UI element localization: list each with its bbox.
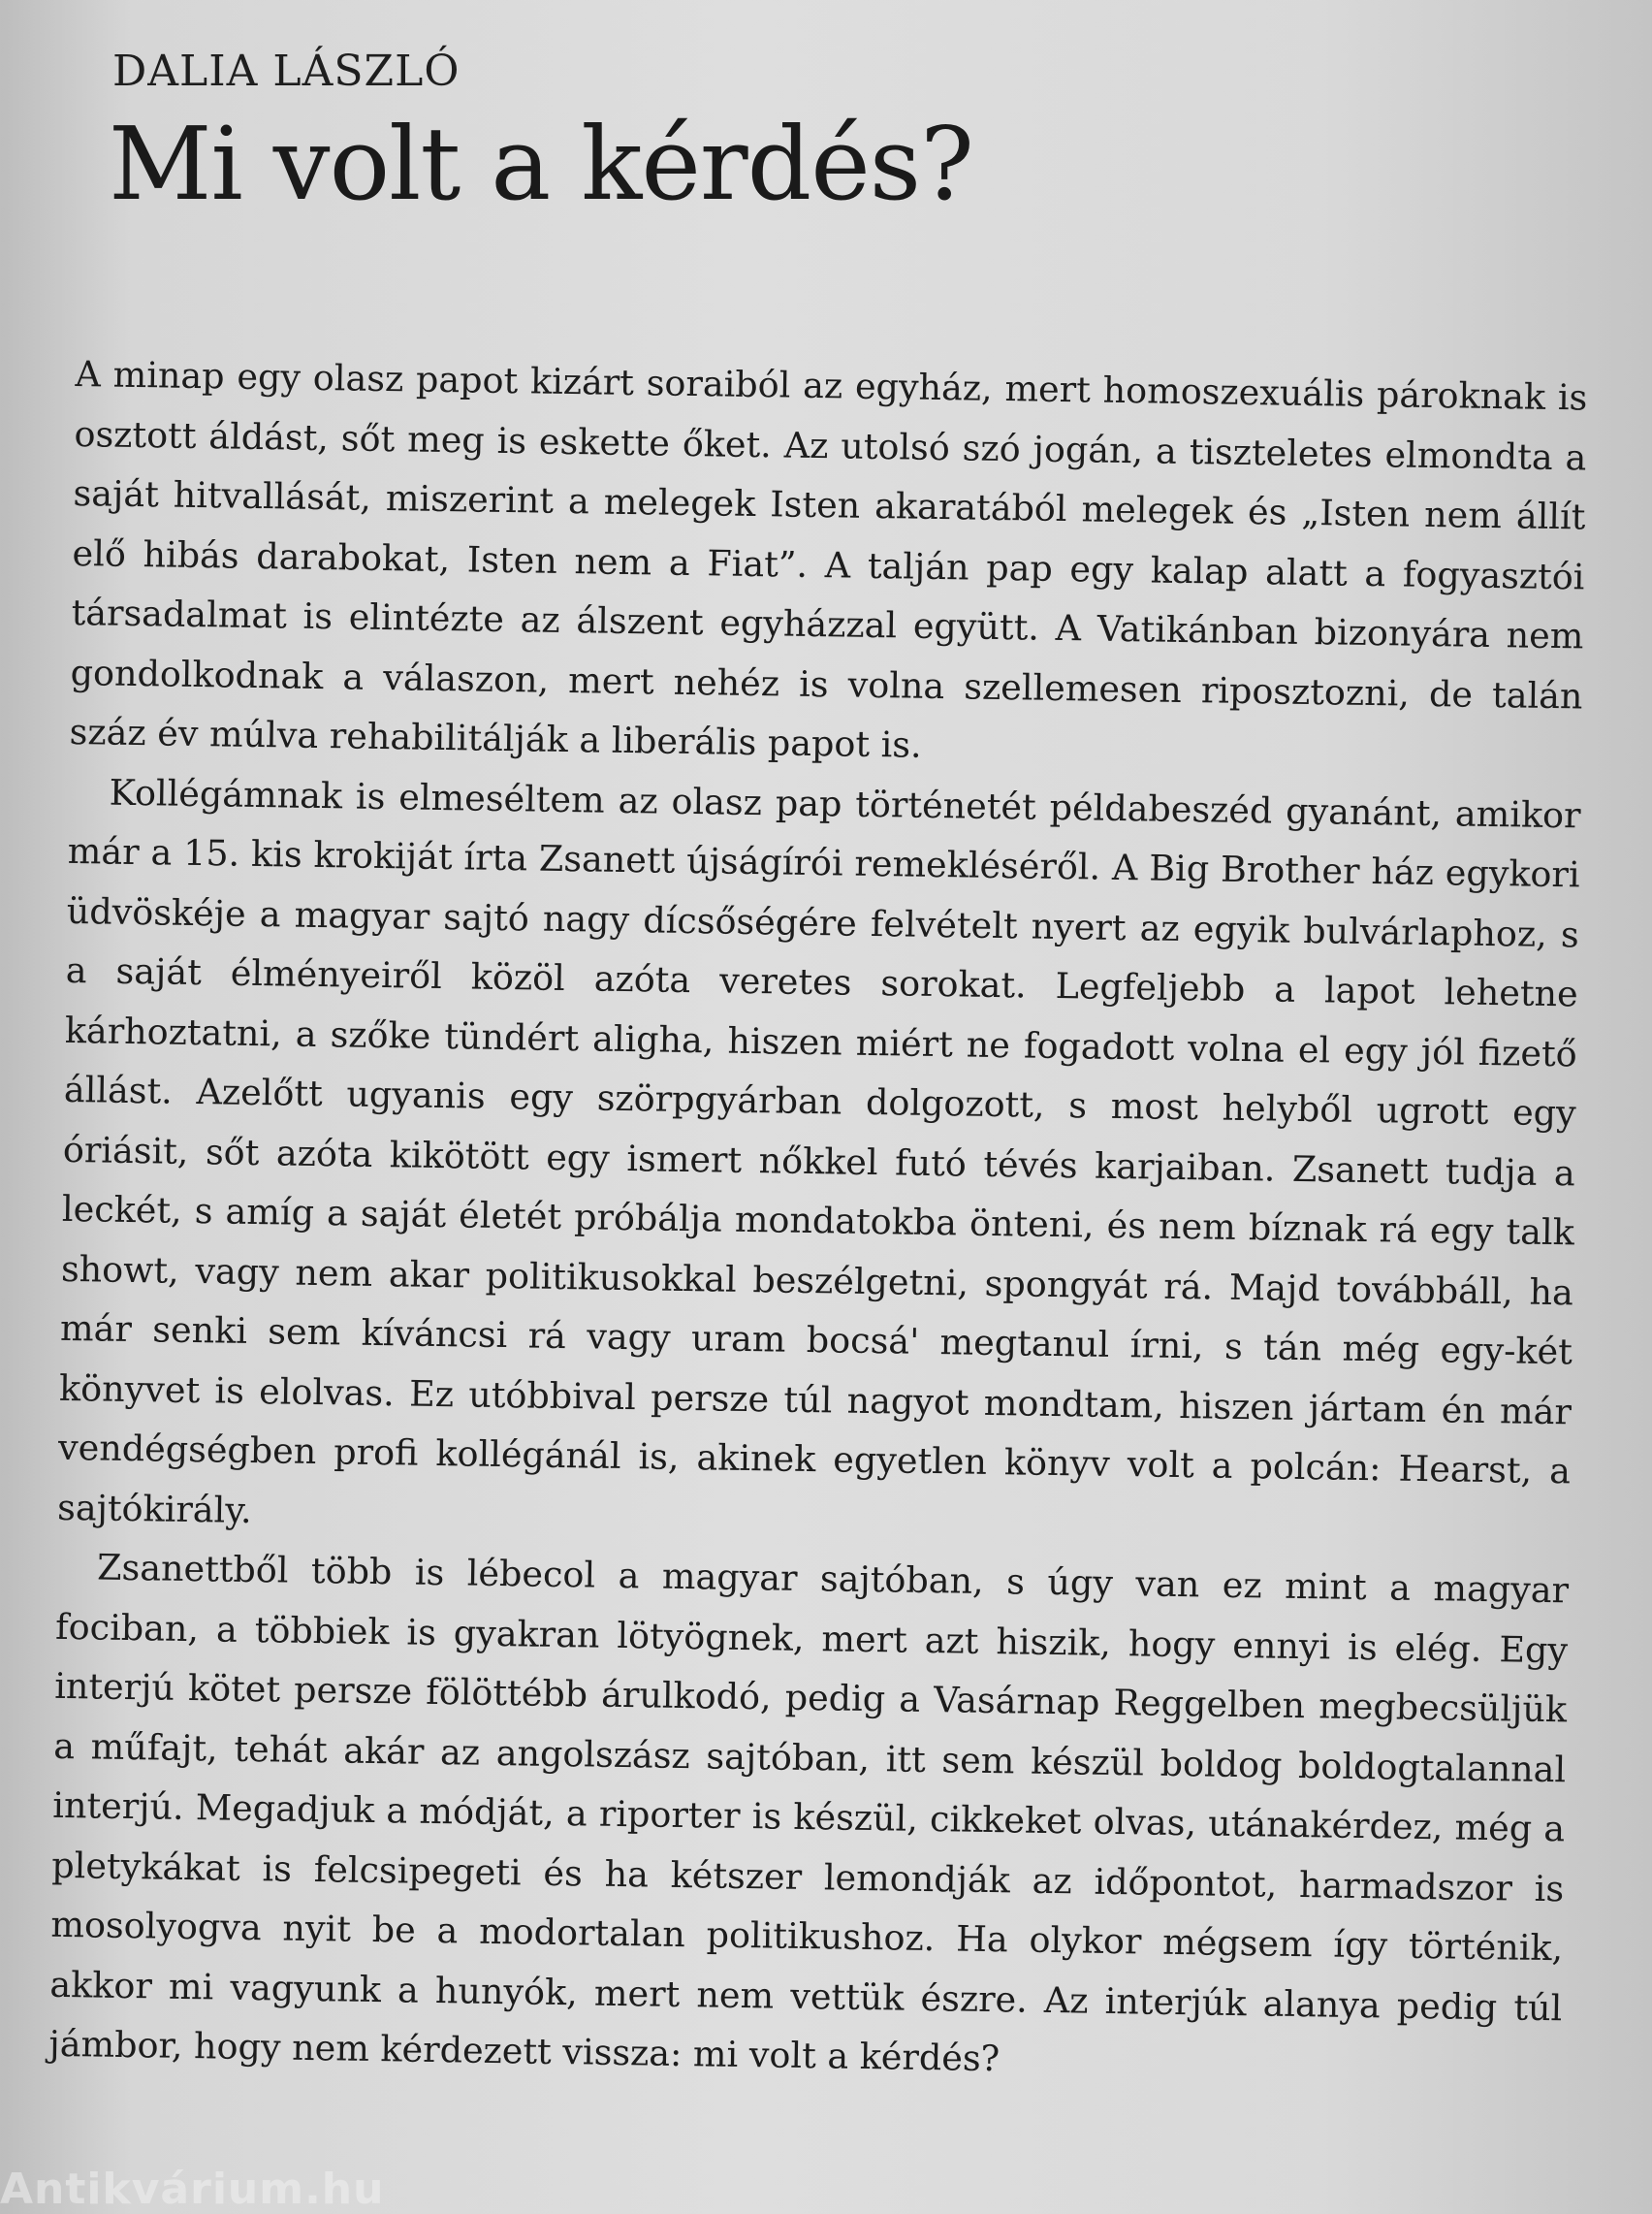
paragraph: Kollégámnak is elmeséltem az olasz pap történetét példabeszéd gyanánt, amikor már a 15. kis krokiját írta Zsanett újságírói remekléséről. A Big Brother ház egykori üdvöskéje a magyar sajtó nagy dícsőségére felvételt nyert az egyik bulvárlaphoz, s a saját élményeiről közöl azóta veretes sorokat. Legfeljebb a lapot lehetne kárhoztatni, a szőke tündért aligha, hiszen miért ne fogadott volna el egy jól fizető állást. Azelőtt ugyanis egy szörpgyárban dolgozott, s most helyből ugrott egy óriásit, sőt azóta kikötött egy ismert nőkkel futó tévés karjaiban. Zsanett tudja a leckét, s amíg a saját életét próbálja mondatokba önteni, és nem bíznak rá egy talk showt, vagy nem akar politikusokkal beszélgetni, spongyát rá. Majd továbbáll, ha már senki sem kíváncsi rá vagy uram bocsá' megtanul írni, s tán még egy-két könyvet is elolvas. Ez utóbbival persze túl nagyot mondtam, hiszen jártam én már vendégségben profi kollégánál is, akinek egyetlen könyv volt a polcán: Hearst, a sajtókirály. [56,771,1581,1531]
author-name: DALIA LÁSZLÓ [112,47,461,96]
article-title: Mi volt a kérdés? [109,105,973,223]
watermark-text: Antikvárium.hu [0,2165,385,2214]
paragraph: A minap egy olasz papot kizárt soraiból az egyház, mert homoszexuális pároknak is osztott áldást, sőt meg is eskette őket. Az utolsó szó jogán, a tiszteletes elmondta a saját hitvallását, miszerint a melegek Isten akaratából melegek és „Isten nem állít elő hibás darabokat, Isten nem a Fiat”. A talján pap egy kalap alatt a fogyasztói társadalmat is elintézte az álszent egyházzal együtt. A Vatikánban bizonyára nem gondolkodnak a válaszon, mert nehéz is volna szellemesen riposztozni, de talán száz év múlva rehabilitálják a liberális papot is. [69,352,1588,766]
paragraph: Zsanettből több is lébecol a magyar sajtóban, s úgy van ez mint a magyar fociban, a többiek is gyakran lötyögnek, mert azt hiszik, hogy ennyi is elég. Egy interjú kötet persze fölöttébb árulkodó, pedig a Vasárnap Reggelben megbecsüljük a műfajt, tehát akár az angolszász sajtóban, itt sem készül boldog boldogtalannal interjú. Megadjuk a módját, a riporter is készül, cikkeket olvas, utánakérdez, még a pletykákat is felcsipegeti és ha kétszer lemondják az időpontot, harmadszor is mosolyogva nyit be a modortalan politikushoz. Ha olykor mégsem így történik, akkor mi vagyunk a hunyók, mert nem vettük észre. Az interjúk alanya pedig túl jámbor, hogy nem kérdezett vissza: mi volt a kérdés? [48,1546,1570,2080]
article-body [48,344,1588,2098]
